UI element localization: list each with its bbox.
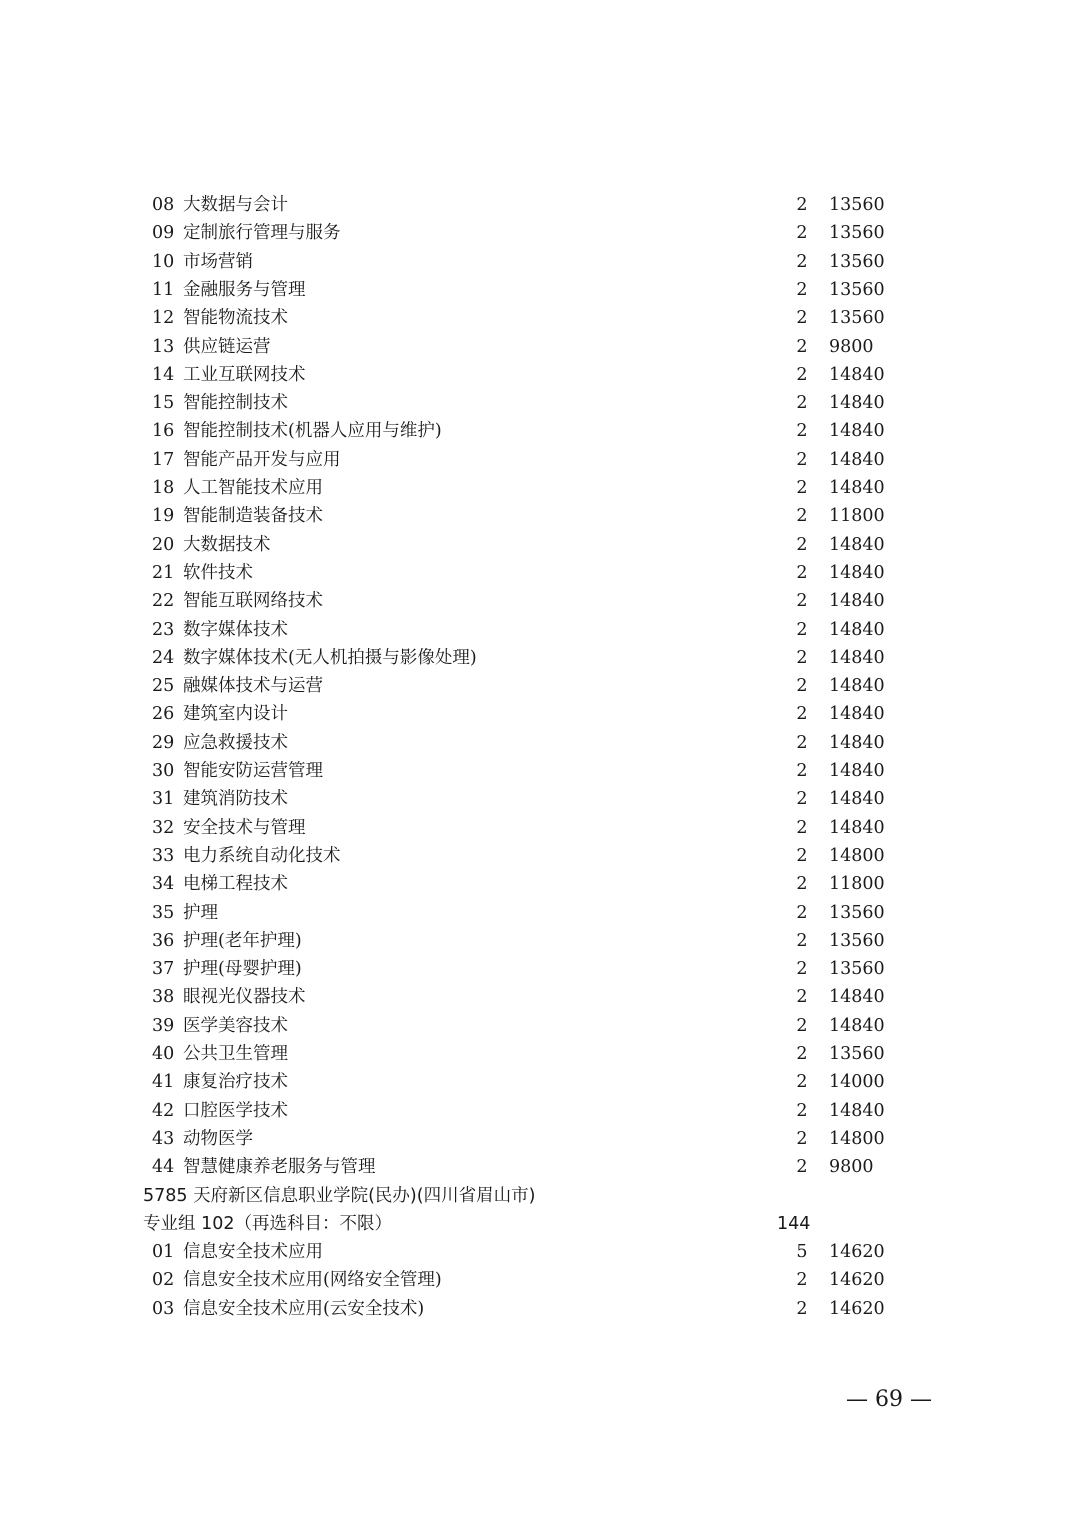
- program-years: 2: [796, 959, 808, 980]
- tuition-fee: 13560: [829, 959, 885, 980]
- major-name: 供应链运营: [183, 336, 271, 357]
- program-years: 2: [796, 930, 808, 951]
- major-code: 21: [152, 562, 175, 583]
- major-row: [0, 304, 1080, 332]
- tuition-fee: 13560: [829, 251, 885, 272]
- major-row: [0, 616, 1080, 644]
- major-code: 22: [152, 591, 175, 612]
- major-code: 30: [152, 761, 175, 781]
- major-row: [0, 1097, 1080, 1125]
- program-years: 5: [796, 1242, 808, 1263]
- tuition-fee: 14840: [829, 619, 885, 640]
- major-name: 建筑消防技术: [183, 789, 288, 810]
- major-code: 17: [152, 449, 175, 470]
- major-row: [0, 389, 1080, 417]
- major-name: 工业互联网技术: [183, 364, 306, 385]
- major-code: 11: [152, 279, 175, 300]
- major-name: 医学美容技术: [183, 1015, 288, 1036]
- major-code: 10: [152, 251, 175, 272]
- tuition-fee: 14840: [829, 478, 885, 498]
- major-name: 融媒体技术与运营: [183, 676, 323, 697]
- tuition-fee: 14840: [829, 364, 885, 385]
- tuition-fee: 9800: [829, 1157, 874, 1178]
- major-code: 24: [152, 647, 175, 668]
- major-code: 25: [152, 676, 175, 697]
- major-name: 眼视光仪器技术: [183, 987, 306, 1008]
- tuition-fee: 11800: [829, 874, 885, 895]
- major-code: 16: [152, 421, 175, 442]
- major-row: [0, 587, 1080, 615]
- program-years: 2: [796, 987, 808, 1008]
- tuition-fee: 14840: [829, 789, 885, 810]
- major-row: [0, 672, 1080, 700]
- tuition-fee: 14620: [829, 1298, 885, 1319]
- major-name: 信息安全技术应用: [183, 1242, 323, 1263]
- major-name: 电梯工程技术: [183, 874, 288, 895]
- major-row: [0, 785, 1080, 813]
- major-group-label: 专业组 102（再选科目：不限）: [143, 1213, 392, 1234]
- major-name: 护理(老年护理): [183, 930, 302, 951]
- major-name: 安全技术与管理: [183, 817, 306, 838]
- major-code: 37: [152, 959, 175, 980]
- program-years: 2: [796, 1128, 808, 1149]
- program-years: 2: [796, 195, 808, 215]
- major-row: [0, 899, 1080, 927]
- major-code: 23: [152, 619, 175, 640]
- major-name: 口腔医学技术: [183, 1100, 288, 1121]
- major-row: [0, 417, 1080, 445]
- tuition-fee: 14800: [829, 845, 885, 866]
- program-years: 2: [796, 478, 808, 498]
- major-row: [0, 1125, 1080, 1153]
- program-years: 2: [796, 364, 808, 385]
- program-years: 2: [796, 817, 808, 838]
- major-code: 14: [152, 364, 175, 385]
- program-years: 2: [796, 591, 808, 612]
- major-code: 12: [152, 308, 175, 329]
- program-years: 2: [796, 732, 808, 753]
- program-years: 2: [796, 223, 808, 244]
- major-name: 智能产品开发与应用: [183, 449, 341, 470]
- tuition-fee: 14840: [829, 421, 885, 442]
- program-years: 2: [796, 1015, 808, 1036]
- major-code: 32: [152, 817, 175, 838]
- major-row: [0, 276, 1080, 304]
- tuition-fee: 14840: [829, 1100, 885, 1121]
- tuition-fee: 13560: [829, 930, 885, 951]
- major-code: 26: [152, 704, 175, 725]
- tuition-fee: 9800: [829, 336, 874, 357]
- tuition-fee: 14840: [829, 676, 885, 697]
- major-code: 18: [152, 478, 175, 498]
- program-years: 2: [796, 506, 808, 527]
- tuition-fee: 14840: [829, 562, 885, 583]
- major-row: [0, 219, 1080, 247]
- major-row: [0, 1040, 1080, 1068]
- major-row: [0, 361, 1080, 389]
- group-quota: 144: [777, 1213, 811, 1234]
- tuition-fee: 14840: [829, 591, 885, 612]
- major-name: 智能制造装备技术: [183, 506, 323, 527]
- major-row: [0, 1012, 1080, 1040]
- program-years: 2: [796, 1270, 808, 1291]
- tuition-fee: 14840: [829, 647, 885, 668]
- major-name: 市场营销: [183, 251, 253, 272]
- tuition-fee: 13560: [829, 223, 885, 244]
- program-years: 2: [796, 1298, 808, 1319]
- tuition-fee: 13560: [829, 902, 885, 923]
- major-code: 36: [152, 930, 175, 951]
- major-name: 护理: [183, 902, 218, 923]
- major-name: 应急救援技术: [183, 732, 288, 753]
- major-row: [0, 531, 1080, 559]
- major-row: [0, 729, 1080, 757]
- major-name: 信息安全技术应用(网络安全管理): [183, 1270, 442, 1291]
- program-years: 2: [796, 676, 808, 697]
- tuition-fee: 14840: [829, 1015, 885, 1036]
- major-row: [0, 248, 1080, 276]
- major-row: [0, 927, 1080, 955]
- program-years: 2: [796, 534, 808, 555]
- major-code: 38: [152, 987, 175, 1008]
- program-years: 2: [796, 874, 808, 895]
- major-row: [0, 955, 1080, 983]
- program-years: 2: [796, 562, 808, 583]
- major-code: 40: [152, 1044, 175, 1064]
- major-code: 41: [152, 1072, 175, 1093]
- program-years: 2: [796, 279, 808, 300]
- tuition-fee: 14800: [829, 1128, 885, 1149]
- major-name: 智能控制技术: [183, 393, 288, 414]
- major-row: [0, 1238, 1080, 1266]
- program-years: 2: [796, 704, 808, 725]
- tuition-fee: 14840: [829, 449, 885, 470]
- major-row: [0, 814, 1080, 842]
- major-name: 智慧健康养老服务与管理: [183, 1157, 376, 1178]
- program-years: 2: [796, 761, 808, 781]
- major-name: 电力系统自动化技术: [183, 845, 341, 866]
- program-years: 2: [796, 902, 808, 923]
- major-code: 33: [152, 845, 175, 866]
- major-code: 15: [152, 393, 175, 414]
- major-name: 软件技术: [183, 562, 253, 583]
- major-code: 01: [152, 1242, 175, 1263]
- tuition-fee: 14840: [829, 761, 885, 781]
- page-number: — 69 —: [846, 1387, 932, 1412]
- institution-title: 5785 天府新区信息职业学院(民办)(四川省眉山市): [143, 1185, 536, 1206]
- major-code: 02: [152, 1270, 175, 1291]
- major-code: 08: [152, 195, 175, 215]
- tuition-fee: 13560: [829, 308, 885, 329]
- major-row: [0, 559, 1080, 587]
- program-years: 2: [796, 251, 808, 272]
- major-row: [0, 1295, 1080, 1323]
- major-row: [0, 1266, 1080, 1294]
- major-name: 数字媒体技术: [183, 619, 288, 640]
- major-name: 智能互联网络技术: [183, 591, 323, 612]
- tuition-fee: 14840: [829, 704, 885, 725]
- major-code: 31: [152, 789, 175, 810]
- tuition-fee: 14000: [829, 1072, 885, 1093]
- program-years: 2: [796, 393, 808, 414]
- tuition-fee: 13560: [829, 279, 885, 300]
- program-years: 2: [796, 1157, 808, 1178]
- major-name: 金融服务与管理: [183, 279, 306, 300]
- major-code: 43: [152, 1128, 175, 1149]
- major-name: 智能安防运营管理: [183, 761, 323, 781]
- major-code: 34: [152, 874, 175, 895]
- major-code: 44: [152, 1157, 175, 1178]
- major-row: [0, 644, 1080, 672]
- tuition-fee: 14840: [829, 732, 885, 753]
- major-code: 03: [152, 1298, 175, 1319]
- tuition-fee: 14620: [829, 1242, 885, 1263]
- major-row: [0, 1153, 1080, 1181]
- major-row: [0, 502, 1080, 530]
- program-years: 2: [796, 308, 808, 329]
- program-years: 2: [796, 421, 808, 442]
- tuition-fee: 11800: [829, 506, 885, 527]
- tuition-fee: 14840: [829, 393, 885, 414]
- major-row: [0, 983, 1080, 1011]
- major-name: 康复治疗技术: [183, 1072, 288, 1093]
- tuition-fee: 14840: [829, 817, 885, 838]
- major-name: 智能物流技术: [183, 308, 288, 329]
- major-row: [0, 191, 1080, 219]
- program-years: 2: [796, 647, 808, 668]
- major-row: [0, 446, 1080, 474]
- major-code: 35: [152, 902, 175, 923]
- major-code: 20: [152, 534, 175, 555]
- major-row: [0, 700, 1080, 728]
- major-row: [0, 333, 1080, 361]
- major-code: 39: [152, 1015, 175, 1036]
- tuition-fee: 14840: [829, 534, 885, 555]
- major-name: 动物医学: [183, 1128, 253, 1149]
- major-code: 29: [152, 732, 175, 753]
- major-name: 人工智能技术应用: [183, 478, 323, 498]
- tuition-fee: 14620: [829, 1270, 885, 1291]
- program-years: 2: [796, 619, 808, 640]
- major-name: 护理(母婴护理): [183, 959, 302, 980]
- major-name: 公共卫生管理: [183, 1044, 288, 1064]
- program-years: 2: [796, 1044, 808, 1064]
- major-row: [0, 842, 1080, 870]
- tuition-fee: 13560: [829, 195, 885, 215]
- major-row: [0, 757, 1080, 785]
- major-name: 智能控制技术(机器人应用与维护): [183, 421, 442, 442]
- major-row: [0, 870, 1080, 898]
- program-years: 2: [796, 1072, 808, 1093]
- major-group-header: [0, 1210, 1080, 1238]
- program-years: 2: [796, 336, 808, 357]
- major-name: 定制旅行管理与服务: [183, 223, 341, 244]
- major-name: 建筑室内设计: [183, 704, 288, 725]
- tuition-fee: 14840: [829, 987, 885, 1008]
- major-code: 42: [152, 1100, 175, 1121]
- major-code: 19: [152, 506, 175, 527]
- major-name: 大数据与会计: [183, 195, 288, 215]
- major-row: [0, 1068, 1080, 1096]
- tuition-fee: 13560: [829, 1044, 885, 1064]
- major-row: [0, 474, 1080, 502]
- major-code: 09: [152, 223, 175, 244]
- major-name: 信息安全技术应用(云安全技术): [183, 1298, 425, 1319]
- program-years: 2: [796, 845, 808, 866]
- program-years: 2: [796, 1100, 808, 1121]
- major-name: 大数据技术: [183, 534, 271, 555]
- institution-header: [0, 1182, 1080, 1210]
- program-years: 2: [796, 449, 808, 470]
- major-name: 数字媒体技术(无人机拍摄与影像处理): [183, 647, 477, 668]
- major-code: 13: [152, 336, 175, 357]
- program-years: 2: [796, 789, 808, 810]
